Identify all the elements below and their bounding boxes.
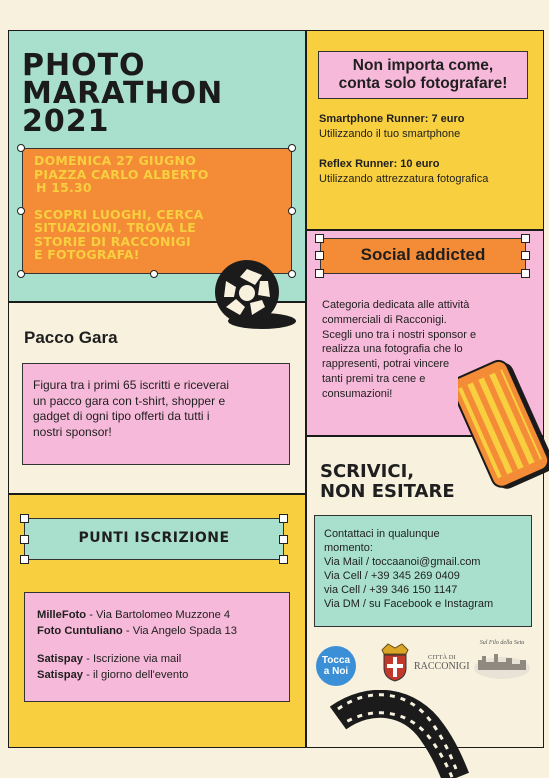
social-line: Scegli uno tra i nostri sponsor e [322,328,477,341]
punti-entry-name: MilleFoto [37,609,87,621]
citta-label: CITTÀ DI [428,654,456,661]
contact-intro: momento: [324,542,373,554]
film-strip-icon [330,690,480,778]
pacco-title: Pacco Gara [24,328,118,347]
contact-line: Via DM / su Facebook e Instagram [324,598,494,610]
selection-handle [521,251,530,260]
punti-title: PUNTI ISCRIZIONE [78,530,230,546]
sul-filo-text: Sul Filo della Seta [479,640,525,646]
event-desc-3: STORIE DI RACCONIGI [34,233,191,249]
punti-entry [37,608,287,624]
runner-desc: Utilizzando il tuo smartphone [319,128,461,140]
title-line-1: PHOTO [22,48,146,83]
event-text [34,154,284,262]
event-place: PIAZZA CARLO ALBERTO [34,166,209,182]
social-line: commerciali di Racconigi. [322,313,447,326]
selection-handle [279,535,288,544]
runner-reflex [319,157,488,187]
selection-handle [20,535,29,544]
coat-of-arms-icon [378,640,412,682]
contact-line: via Cell / +39 346 150 1147 [324,584,458,596]
selection-handle [521,234,530,243]
punti-list [37,608,287,683]
runner-name: Reflex Runner: 10 euro [319,158,440,170]
punti-entry-name: Satispay [37,653,84,665]
runner-name: Smartphone Runner: 7 euro [319,113,465,125]
sul-filo-della-seta-logo [470,640,534,686]
contact-line: Via Cell / +39 345 269 0409 [324,570,460,582]
runner-smartphone [319,112,464,142]
event-desc-2: SITUAZIONI, TROVA LE [34,220,196,235]
punti-entry-name: Satispay [37,668,84,681]
title-line-2: MARATHON [22,76,224,111]
contact-title-2: NON ESITARE [320,481,455,502]
punti-entry [37,652,287,668]
selection-handle [17,207,25,215]
social-line: consumazioni! [322,387,393,400]
selection-handle [150,270,158,278]
tocca-logo-text: Tocca a Noi [321,655,351,677]
selection-handle [17,270,25,278]
punti-entry-detail: - Iscrizione via mail [83,653,182,665]
selection-handle [521,269,530,278]
punti-entry [37,668,287,684]
social-line: Categoria dedicata alle attività [322,299,470,311]
selection-handle [279,514,288,523]
punti-entry [37,624,287,640]
runner-desc: Utilizzando attrezzatura fotografica [319,173,489,185]
contact-title-1: SCRIVICI, [320,461,415,482]
pacco-line: gadget di ogni tipo offerti da tutti i [33,409,210,423]
tagline-line-2: conta solo fotografare! [338,75,508,92]
contact-title [320,462,455,502]
selection-handle [288,207,296,215]
selection-handle [20,514,29,523]
contact-intro: Contattaci in qualunque [324,528,440,540]
social-line: tanti premi tra cene e [322,372,426,385]
event-desc-4: E FOTOGRAFA! [34,247,140,262]
selection-handle [17,144,25,152]
pacco-line: Figura tra i primi 65 iscritti e riceverai [33,378,230,392]
tagline [318,57,528,93]
selection-handle [315,234,324,243]
citta-name: RACCONIGI [414,661,470,672]
selection-handle [315,269,324,278]
selection-handle [315,251,324,260]
selection-handle [20,555,29,564]
pacco-description [33,378,289,440]
event-time: H 15.30 [36,180,92,195]
contact-info [324,527,532,611]
punti-entry-detail: - il giorno dell'evento [83,668,189,681]
event-desc-1: SCOPRI LUOGHI, CERCA [34,206,204,222]
citta-racconigi-logo [414,654,470,672]
title-line-3: 2021 [22,104,110,139]
event-date: DOMENICA 27 GIUGNO [34,153,197,168]
tagline-line-1: Non importa come, [352,57,494,74]
punti-entry-detail: - Via Bartolomeo Muzzone 4 [86,609,231,621]
social-line: realizza una fotografia che lo [322,343,463,356]
social-line: rappresenti, potrai vincere [322,358,450,371]
social-title: Social addicted [360,245,486,264]
punti-entry-name: Foto Cuntuliano [37,624,123,637]
tocca-a-noi-logo [316,646,356,686]
punti-entry-detail: - Via Angelo Spada 13 [122,624,237,637]
selection-handle [288,144,296,152]
pacco-line: nostri sponsor! [33,424,112,439]
page-title [22,48,224,139]
contact-line: Via Mail / toccaanoi@gmail.com [324,556,481,568]
town-skyline-icon [472,646,532,680]
selection-handle [279,555,288,564]
smartphone-icon [458,358,549,498]
pacco-line: un pacco gara con t-shirt, shopper e [33,393,226,408]
camera-aperture-icon [210,255,300,335]
